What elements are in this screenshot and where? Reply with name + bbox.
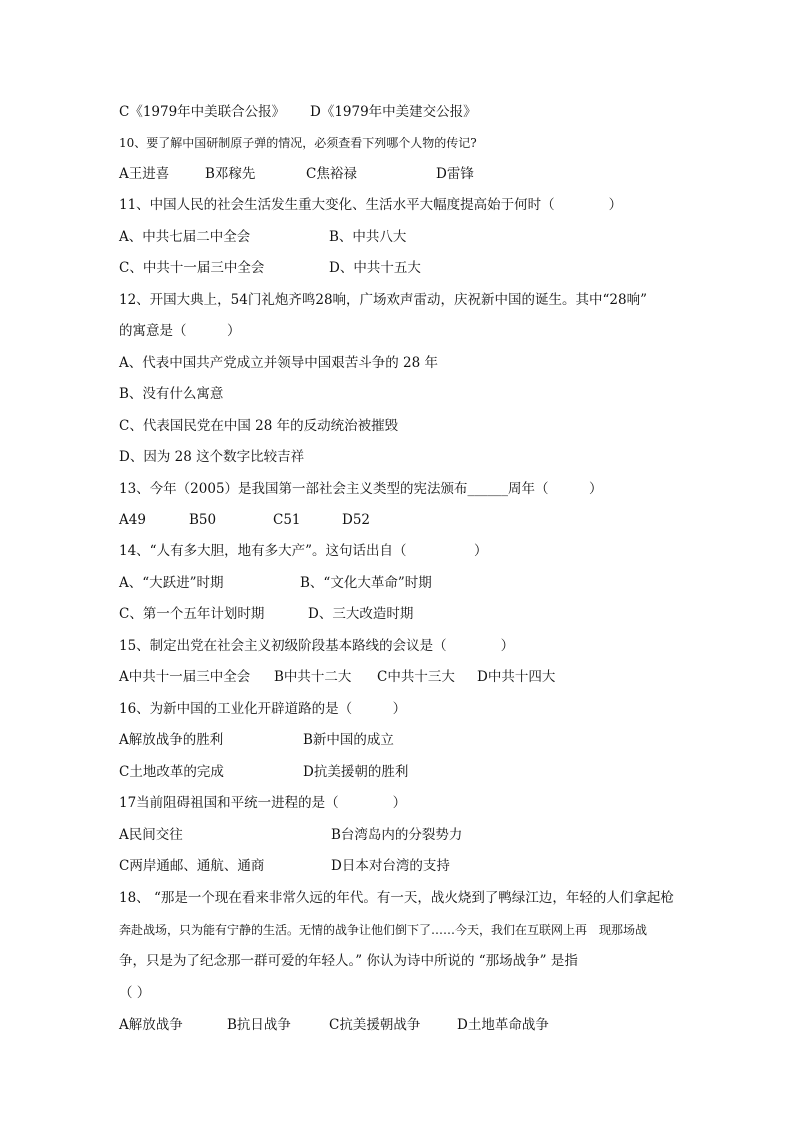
q14-options-row-2: [119, 605, 679, 623]
q16-options-row-1: [119, 731, 679, 749]
option-c: C土地改革的完成: [119, 764, 224, 780]
option-c: C、中共十一届三中全会: [119, 260, 265, 276]
question-16-text: 16、为新中国的工业化开辟道路的是（ ）: [119, 701, 407, 717]
question-18-text-line-4: （ ）: [119, 985, 151, 1001]
question-18-text-line-1: 18、 “那是一个现在看来非常久远的年代。有一天，战火烧到了鸭绿江边，年轻的人们拿起枪: [119, 890, 674, 906]
option-a: A民间交往: [119, 827, 183, 843]
q12-option-b: B、没有什么寓意: [119, 386, 224, 402]
option-b: B50: [189, 512, 217, 528]
option-c: C《1979年中美联合公报》: [119, 104, 286, 120]
question-18-text-line-3: 争，只是为了纪念那一群可爱的年轻人。” 你认为诗中所说的 “那场战争” 是指: [119, 953, 578, 969]
option-d: D52: [342, 512, 371, 528]
option-c: C51: [273, 512, 301, 528]
option-b: B、“文化大革命”时期: [300, 575, 432, 591]
option-a: A王进喜: [119, 166, 170, 182]
question-12-text-line-1: 12、开国大典上，54门礼炮齐鸣28响，广场欢声雷动，庆祝新中国的诞生。其中“28响”: [119, 292, 648, 308]
q12-option-c: C、代表国民党在中国 28 年的反动统治被摧毁: [119, 418, 399, 434]
question-12-text-line-2: 的寓意是（ ）: [119, 323, 241, 339]
option-a: A解放战争的胜利: [119, 732, 224, 748]
option-b: B邓稼先: [205, 166, 256, 182]
option-c: C、第一个五年计划时期: [119, 606, 265, 622]
option-a: A中共十一届三中全会: [119, 669, 251, 685]
option-d: D《1979年中美建交公报》: [310, 104, 477, 120]
q16-options-row-2: [119, 763, 679, 781]
option-b: B中共十二大: [274, 669, 352, 685]
q10-options-row: [119, 165, 679, 183]
option-d: D雷锋: [436, 166, 474, 182]
question-11-text: 11、中国人民的社会生活发生重大变化、生活水平大幅度提高始于何时（ ）: [119, 197, 623, 213]
option-a: A、中共七届二中全会: [119, 229, 251, 245]
option-b: B抗日战争: [227, 1017, 291, 1033]
q12-option-d: D、因为 28 这个数字比较吉祥: [119, 449, 305, 465]
q14-options-row-1: [119, 574, 679, 592]
q17-options-row-2: [119, 857, 679, 875]
option-d: D、中共十五大: [329, 260, 421, 276]
question-17-text: 17当前阻碍祖国和平统一进程的是（ ）: [119, 795, 407, 811]
question-18-text-line-2: 奔赴战场，只为能有宁静的生活。无情的战争让他们倒下了……今天，我们在互联网上再 现那场战: [119, 923, 648, 937]
question-14-text: 14、“人有多大胆，地有多大产”。这句话出自（ ）: [119, 543, 488, 559]
q15-options-row: [119, 668, 679, 686]
option-b: B、中共八大: [329, 229, 407, 245]
q11-options-row-1: [119, 228, 679, 246]
q17-options-row-1: [119, 826, 679, 844]
question-13-text: 13、今年（2005）是我国第一部社会主义类型的宪法颁布______周年（ ）: [119, 481, 603, 497]
option-b: B新中国的成立: [303, 732, 394, 748]
option-c: C抗美援朝战争: [329, 1017, 421, 1033]
question-15-text: 15、制定出党在社会主义初级阶段基本路线的会议是（ ）: [119, 638, 515, 654]
q18-options-row: [119, 1016, 679, 1034]
question-10-text: 10、要了解中国研制原子弹的情况，必须查看下列哪个人物的传记?: [119, 136, 477, 150]
option-d: D、三大改造时期: [308, 606, 414, 622]
option-d: D土地革命战争: [457, 1017, 549, 1033]
option-d: D抗美援朝的胜利: [303, 764, 409, 780]
option-b: B台湾岛内的分裂势力: [331, 827, 463, 843]
option-a: A解放战争: [119, 1017, 183, 1033]
option-c: C两岸通邮、通航、通商: [119, 858, 265, 874]
option-d: D日本对台湾的支持: [331, 858, 450, 874]
option-c: C中共十三大: [377, 669, 455, 685]
q11-options-row-2: [119, 259, 679, 277]
q12-option-a: A、代表中国共产党成立并领导中国艰苦斗争的 28 年: [119, 355, 439, 371]
q9-options-row: [119, 103, 679, 121]
q13-options-row: [119, 511, 679, 529]
option-a: A、“大跃进”时期: [119, 575, 224, 591]
option-d: D中共十四大: [477, 669, 556, 685]
option-c: C焦裕禄: [306, 166, 357, 182]
option-a: A49: [119, 512, 146, 528]
